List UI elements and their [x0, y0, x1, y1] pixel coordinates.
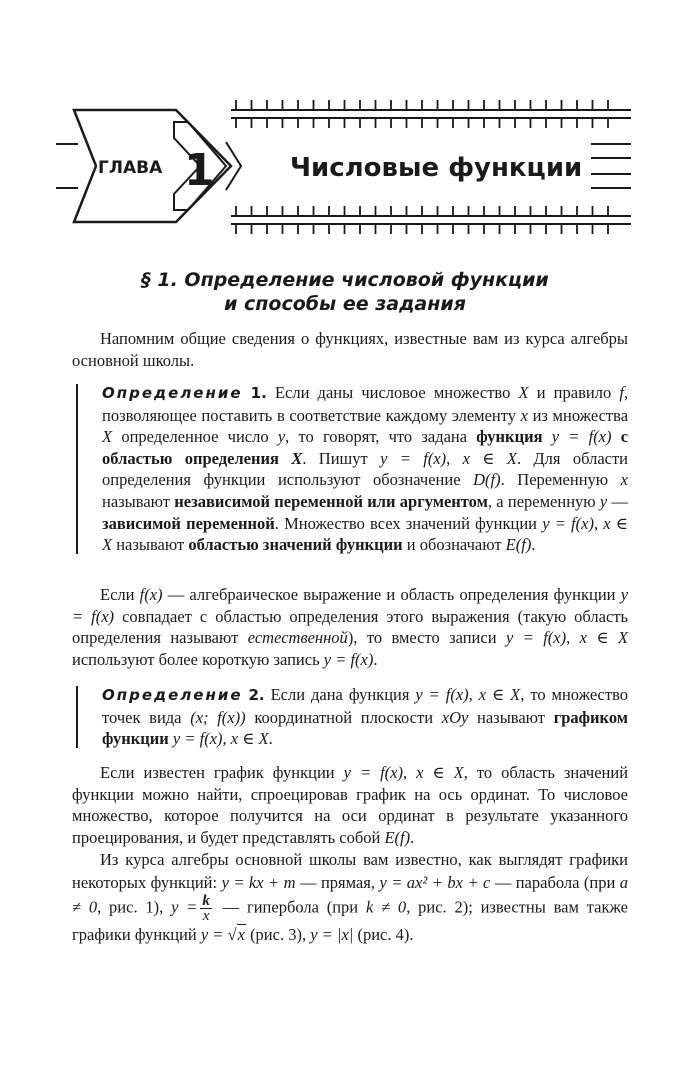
chapter-number: 1: [184, 145, 215, 196]
definition-2-box: [76, 684, 628, 750]
definition-1-bar: [76, 384, 78, 554]
definition-1-text: Определение 1. Если даны числовое множество X и правило f, позволяющее поставить в соответствие каждому элементу x из множества X определенное число y, то говорят, что задана функция y = f(x) с областью определения X. Пишут y = f(x), x ∈ X. Для области определения функции используют обозначение D(f). Переменную x называют независимой переменной или аргументом, а переменную y — зависимой переменной. Множество всех значений функции y = f(x), x ∈ X называют областью значений функции и обозначают E(f).: [102, 383, 629, 555]
paragraph-known-graphs: Из курса алгебры основной школы вам известно, как выглядят графики некоторых функций: y = kx + m — прямая, y = ax² + bx + c — парабола (при a ≠ 0, рис. 1), y = $\frac{k}{x}$ — гипербола (при k ≠ 0, рис. 2); известны вам также графики функций y = √x (рис. 3), y = |x| (рис. 4).: [72, 850, 629, 944]
chapter-title: Числовые функции: [290, 153, 583, 183]
fraction-k-over-x: $\frac{k}{x}$: [202, 893, 210, 924]
paragraph-range-projection: Если известен график функции y = f(x), x ∈ X, то область значений функции можно найти, спроецировав график на ось ординат. То числовое множество, которое получится на оси ординат в результате указанного проецирования, и будет представлять собой E(f).: [72, 763, 629, 847]
term-dependent-variable: зависимой переменной: [102, 513, 275, 533]
definition-1-word: Определение: [102, 384, 243, 402]
intro-text: Напомним общие сведения о функциях, известные вам из курса алгебры основной школы.: [72, 329, 628, 370]
term-function: функция: [476, 427, 543, 447]
chapter-banner: [56, 92, 646, 242]
definition-2-number: 2.: [248, 686, 265, 704]
term-graph: графиком функции: [102, 707, 629, 749]
definition-2-text: Определение 2. Если дана функция y = f(x), x ∈ X, то множество точек вида (x; f(x)) координатной плоскости xOy называют графиком функции y = f(x), x ∈ X.: [102, 685, 629, 749]
definition-2-bar: [76, 686, 78, 748]
term-independent-variable: независимой переменной или аргументом: [174, 491, 488, 511]
definition-1-box: [76, 382, 628, 556]
term-natural: естественной: [247, 628, 348, 648]
definition-2-word: Определение: [102, 686, 243, 704]
paragraph-natural-domain: Если f(x) — алгебраическое выражение и область определения функции y = f(x) совпадает с областью определения этого выражения (такую область определения называют естественной), то вместо записи y = f(x), x ∈ X используют более короткую запись y = f(x).: [72, 585, 629, 669]
intro-paragraph: [72, 328, 628, 371]
section-title-line1: § 1. Определение числовой функции: [141, 269, 549, 291]
definition-1-number: 1.: [250, 384, 267, 402]
term-domain: с областью определения: [102, 427, 629, 468]
term-range: областью значений функции: [188, 535, 403, 555]
sqrt-x: √x: [227, 925, 245, 944]
section-title-line2: и способы ее задания: [224, 293, 466, 315]
chapter-label: ГЛАВА: [98, 158, 163, 178]
